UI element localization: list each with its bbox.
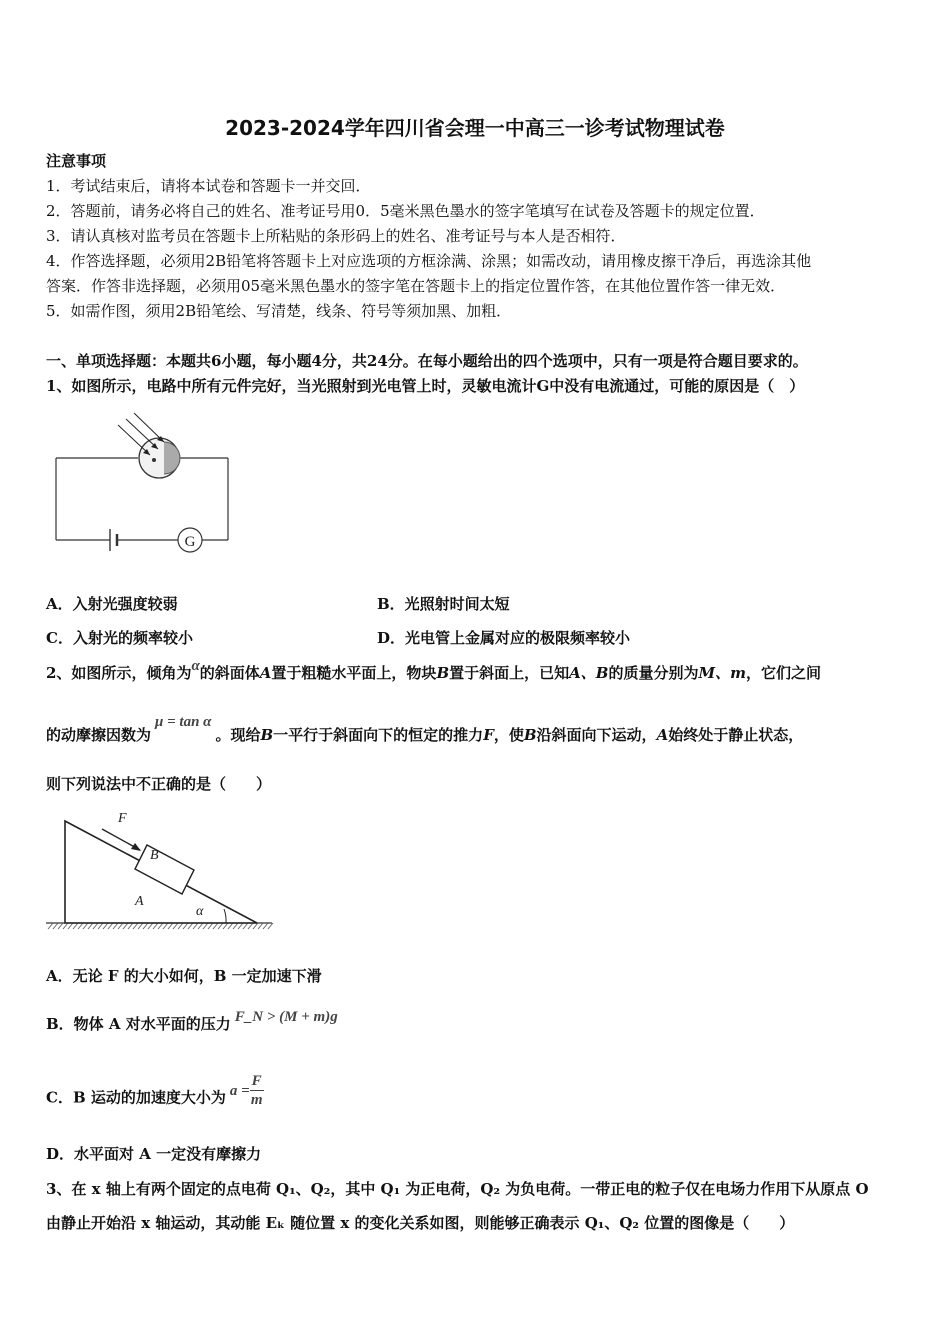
block-b-label: B <box>150 848 159 863</box>
q1-option-c: C．入射光的频率较小 <box>46 629 193 647</box>
q1-option-b: B．光照射时间太短 <box>377 595 510 613</box>
page-title: 2023-2024学年四川省会理一中高三一诊考试物理试卷 <box>225 116 725 140</box>
q2-stem-line1: 2、如图所示，倾角为α的斜面体A置于粗糙水平面上，物块B置于斜面上，已知A、B的质量分别为M、m，它们之间 <box>46 658 821 682</box>
q2-stem-line2: 的动摩擦因数为μ = tan α。现给B一平行于斜面向下的恒定的推力F，使B沿斜面向下运动，A始终处于静止状态， <box>46 714 804 744</box>
galvanometer-label: G <box>184 534 196 550</box>
mu-formula: μ = tan α <box>155 714 212 730</box>
q3-stem-line2: 由静止开始沿 x 轴运动，其动能 Eₖ 随位置 x 的变化关系如图，则能够正确表示 Q₁、Q₂ 位置的图像是（ ） <box>46 1214 795 1232</box>
notice-heading: 注意事项 <box>46 152 107 170</box>
q1-stem: 1、如图所示，电路中所有元件完好，当光照射到光电管上时，灵敏电流计G中没有电流通过，可能的原因是（ ） <box>46 377 805 395</box>
section-heading: 一、单项选择题：本题共6小题，每小题4分，共24分。在每小题给出的四个选项中，只有一项是符合题目要求的。 <box>46 352 808 370</box>
pressure-formula: F_N > (M + m)g <box>234 1009 338 1025</box>
wedge-a-label: A <box>135 894 144 909</box>
q2-option-d: D．水平面对 A 一定没有摩擦力 <box>46 1145 262 1163</box>
q2-option-c: C．B 运动的加速度大小为 a = $\frac{F}{m}$ <box>46 1073 263 1108</box>
photoelectric-circuit-figure <box>46 405 246 565</box>
notice-item: 5．如需作图，须用2B铅笔绘、写清楚，线条、符号等须加黑、加粗． <box>46 302 512 320</box>
incline-figure <box>44 805 284 935</box>
notice-item: 3．请认真核对监考员在答题卡上所粘贴的条形码上的姓名、准考证号与本人是否相符． <box>46 227 626 245</box>
notice-item: 2．答题前，请务必将自己的姓名、准考证号用0．5毫米黑色墨水的签字笔填写在试卷及答题卡的规定位置． <box>46 202 765 220</box>
q2-option-b: B．物体 A 对水平面的压力 F_N > (M + m)g <box>46 1009 338 1033</box>
notice-item: 4．作答选择题，必须用2B铅笔将答题卡上对应选项的方框涂满、涂黑；如需改动，请用橡皮擦干净后，再选涂其他 <box>46 252 812 270</box>
q3-stem-line1: 3、在 x 轴上有两个固定的点电荷 Q₁、Q₂，其中 Q₁ 为正电荷，Q₂ 为负电荷。一带正电的粒子仅在电场力作用下从原点 O <box>46 1180 869 1198</box>
notice-item: 1．考试结束后，请将本试卷和答题卡一并交回． <box>46 177 371 195</box>
q1-option-d: D．光电管上金属对应的极限频率较小 <box>377 629 631 647</box>
q1-option-a: A．入射光强度较弱 <box>46 595 178 613</box>
q2-option-a: A．无论 F 的大小如何，B 一定加速下滑 <box>46 967 322 985</box>
angle-alpha-label: α <box>196 904 204 919</box>
q2-stem-line3: 则下列说法中不正确的是（ ） <box>46 775 272 793</box>
notice-item: 答案．作答非选择题，必须用05毫米黑色墨水的签字笔在答题卡上的指定位置作答，在其他位置作答一律无效． <box>46 277 786 295</box>
force-label: F <box>118 811 127 826</box>
